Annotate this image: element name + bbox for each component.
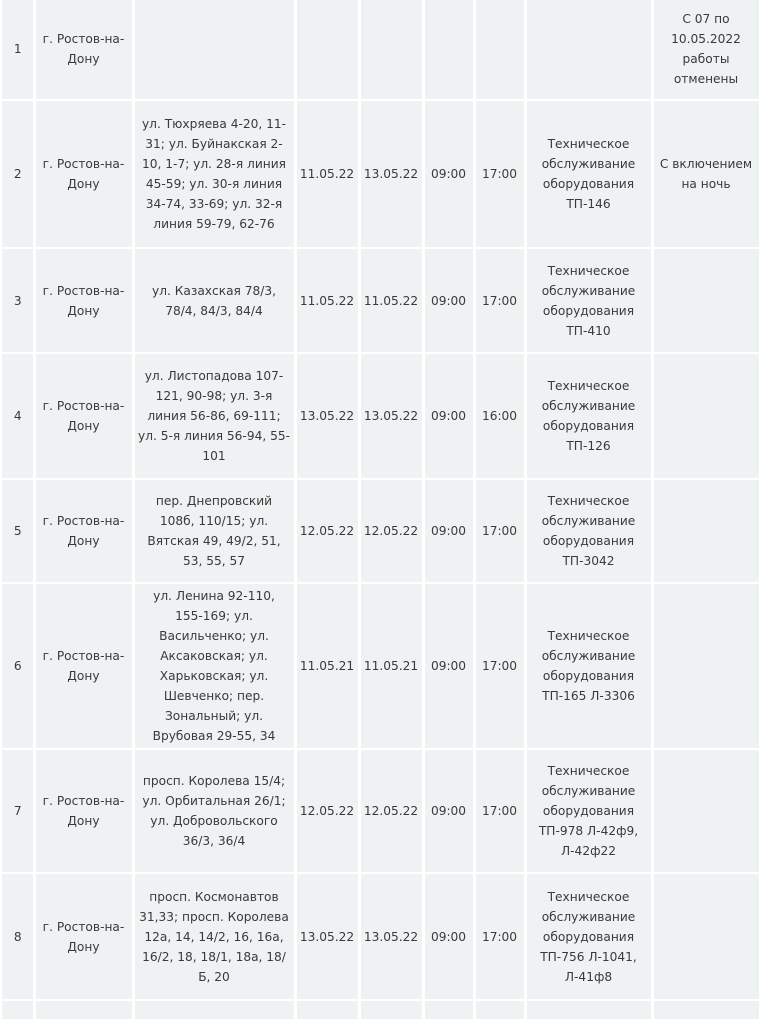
table-row	[1, 248, 759, 353]
date-from-cell	[295, 0, 359, 100]
date-to-cell	[359, 0, 423, 100]
time-to-cell: 17:00	[474, 479, 525, 583]
city-cell: г. Ростов-на-Дону	[34, 0, 133, 100]
date-to-cell: 13.05.22	[359, 100, 423, 248]
note-cell	[652, 479, 759, 583]
empty-cell	[1, 1000, 34, 1020]
time-from-cell	[423, 0, 474, 100]
note-cell	[652, 248, 759, 353]
note-cell	[652, 353, 759, 479]
row-number: 2	[1, 100, 34, 248]
reason-cell: Техническое обслуживание оборудования ТП-756 Л-1041, Л-41ф8	[525, 873, 652, 1000]
date-to-cell: 12.05.22	[359, 749, 423, 873]
row-number: 7	[1, 749, 34, 873]
row-number: 8	[1, 873, 34, 1000]
table-row	[1, 479, 759, 583]
reason-cell: Техническое обслуживание оборудования ТП-410	[525, 248, 652, 353]
date-from-cell: 11.05.21	[295, 583, 359, 749]
time-from-cell: 09:00	[423, 353, 474, 479]
reason-cell: Техническое обслуживание оборудования ТП-3042	[525, 479, 652, 583]
empty-cell	[133, 1000, 295, 1020]
row-number: 5	[1, 479, 34, 583]
date-from-cell: 11.05.22	[295, 100, 359, 248]
row-number: 3	[1, 248, 34, 353]
time-to-cell: 17:00	[474, 248, 525, 353]
city-cell: г. Ростов-на-Дону	[34, 100, 133, 248]
date-from-cell: 13.05.22	[295, 873, 359, 1000]
reason-cell	[525, 0, 652, 100]
row-number: 6	[1, 583, 34, 749]
address-cell	[133, 0, 295, 100]
city-cell: г. Ростов-на-Дону	[34, 583, 133, 749]
table-row	[1, 749, 759, 873]
city-cell: г. Ростов-на-Дону	[34, 353, 133, 479]
row-number: 1	[1, 0, 34, 100]
empty-cell	[295, 1000, 359, 1020]
time-to-cell	[474, 0, 525, 100]
note-cell: С включением на ночь	[652, 100, 759, 248]
time-to-cell: 17:00	[474, 873, 525, 1000]
reason-cell: Техническое обслуживание оборудования ТП-165 Л-3306	[525, 583, 652, 749]
address-cell: ул. Ленина 92-110, 155-169; ул. Васильченко; ул. Аксаковская; ул. Харьковская; ул. Шевченко; пер. Зональный; ул. Врубовая 29-55, 34	[133, 583, 295, 749]
empty-cell	[359, 1000, 423, 1020]
address-cell: ул. Казахская 78/3, 78/4, 84/3, 84/4	[133, 248, 295, 353]
address-cell: ул. Тюхряева 4-20, 11-31; ул. Буйнакская 2-10, 1-7; ул. 28-я линия 45-59; ул. 30-я линия 34-74, 33-69; ул. 32-я линия 59-79, 62-76	[133, 100, 295, 248]
empty-cell	[34, 1000, 133, 1020]
table-row	[1, 583, 759, 749]
city-cell: г. Ростов-на-Дону	[34, 873, 133, 1000]
note-cell	[652, 749, 759, 873]
note-cell	[652, 583, 759, 749]
time-from-cell: 09:00	[423, 873, 474, 1000]
date-from-cell: 11.05.22	[295, 248, 359, 353]
time-from-cell: 09:00	[423, 248, 474, 353]
reason-cell: Техническое обслуживание оборудования ТП-146	[525, 100, 652, 248]
date-to-cell: 12.05.22	[359, 479, 423, 583]
table-row	[1, 0, 759, 100]
date-to-cell: 13.05.22	[359, 873, 423, 1000]
empty-cell	[423, 1000, 474, 1020]
date-to-cell: 11.05.21	[359, 583, 423, 749]
table-row	[1, 873, 759, 1000]
date-from-cell: 12.05.22	[295, 479, 359, 583]
date-to-cell: 11.05.22	[359, 248, 423, 353]
reason-cell: Техническое обслуживание оборудования ТП-126	[525, 353, 652, 479]
address-cell: пер. Днепровский 108б, 110/15; ул. Вятская 49, 49/2, 51, 53, 55, 57	[133, 479, 295, 583]
time-from-cell: 09:00	[423, 749, 474, 873]
time-to-cell: 16:00	[474, 353, 525, 479]
table-row	[1, 353, 759, 479]
reason-cell: Техническое обслуживание оборудования ТП-978 Л-42ф9, Л-42ф22	[525, 749, 652, 873]
table-row	[1, 100, 759, 248]
date-from-cell: 12.05.22	[295, 749, 359, 873]
row-number: 4	[1, 353, 34, 479]
address-cell: ул. Листопадова 107-121, 90-98; ул. 3-я линия 56-86, 69-111; ул. 5-я линия 56-94, 55-101	[133, 353, 295, 479]
note-cell: С 07 по 10.05.2022 работы отменены	[652, 0, 759, 100]
note-cell	[652, 873, 759, 1000]
time-from-cell: 09:00	[423, 100, 474, 248]
city-cell: г. Ростов-на-Дону	[34, 479, 133, 583]
table-row	[1, 1000, 759, 1020]
empty-cell	[474, 1000, 525, 1020]
city-cell: г. Ростов-на-Дону	[34, 749, 133, 873]
city-cell: г. Ростов-на-Дону	[34, 248, 133, 353]
address-cell: просп. Космонавтов 31,33; просп. Королева 12а, 14, 14/2, 16, 16а, 16/2, 18, 18/1, 18а, 18/Б, 20	[133, 873, 295, 1000]
date-from-cell: 13.05.22	[295, 353, 359, 479]
time-to-cell: 17:00	[474, 749, 525, 873]
empty-cell	[525, 1000, 652, 1020]
time-from-cell: 09:00	[423, 479, 474, 583]
time-from-cell: 09:00	[423, 583, 474, 749]
time-to-cell: 17:00	[474, 100, 525, 248]
date-to-cell: 13.05.22	[359, 353, 423, 479]
time-to-cell: 17:00	[474, 583, 525, 749]
address-cell: просп. Королева 15/4; ул. Орбитальная 26/1; ул. Добровольского 36/3, 36/4	[133, 749, 295, 873]
empty-cell	[652, 1000, 759, 1020]
